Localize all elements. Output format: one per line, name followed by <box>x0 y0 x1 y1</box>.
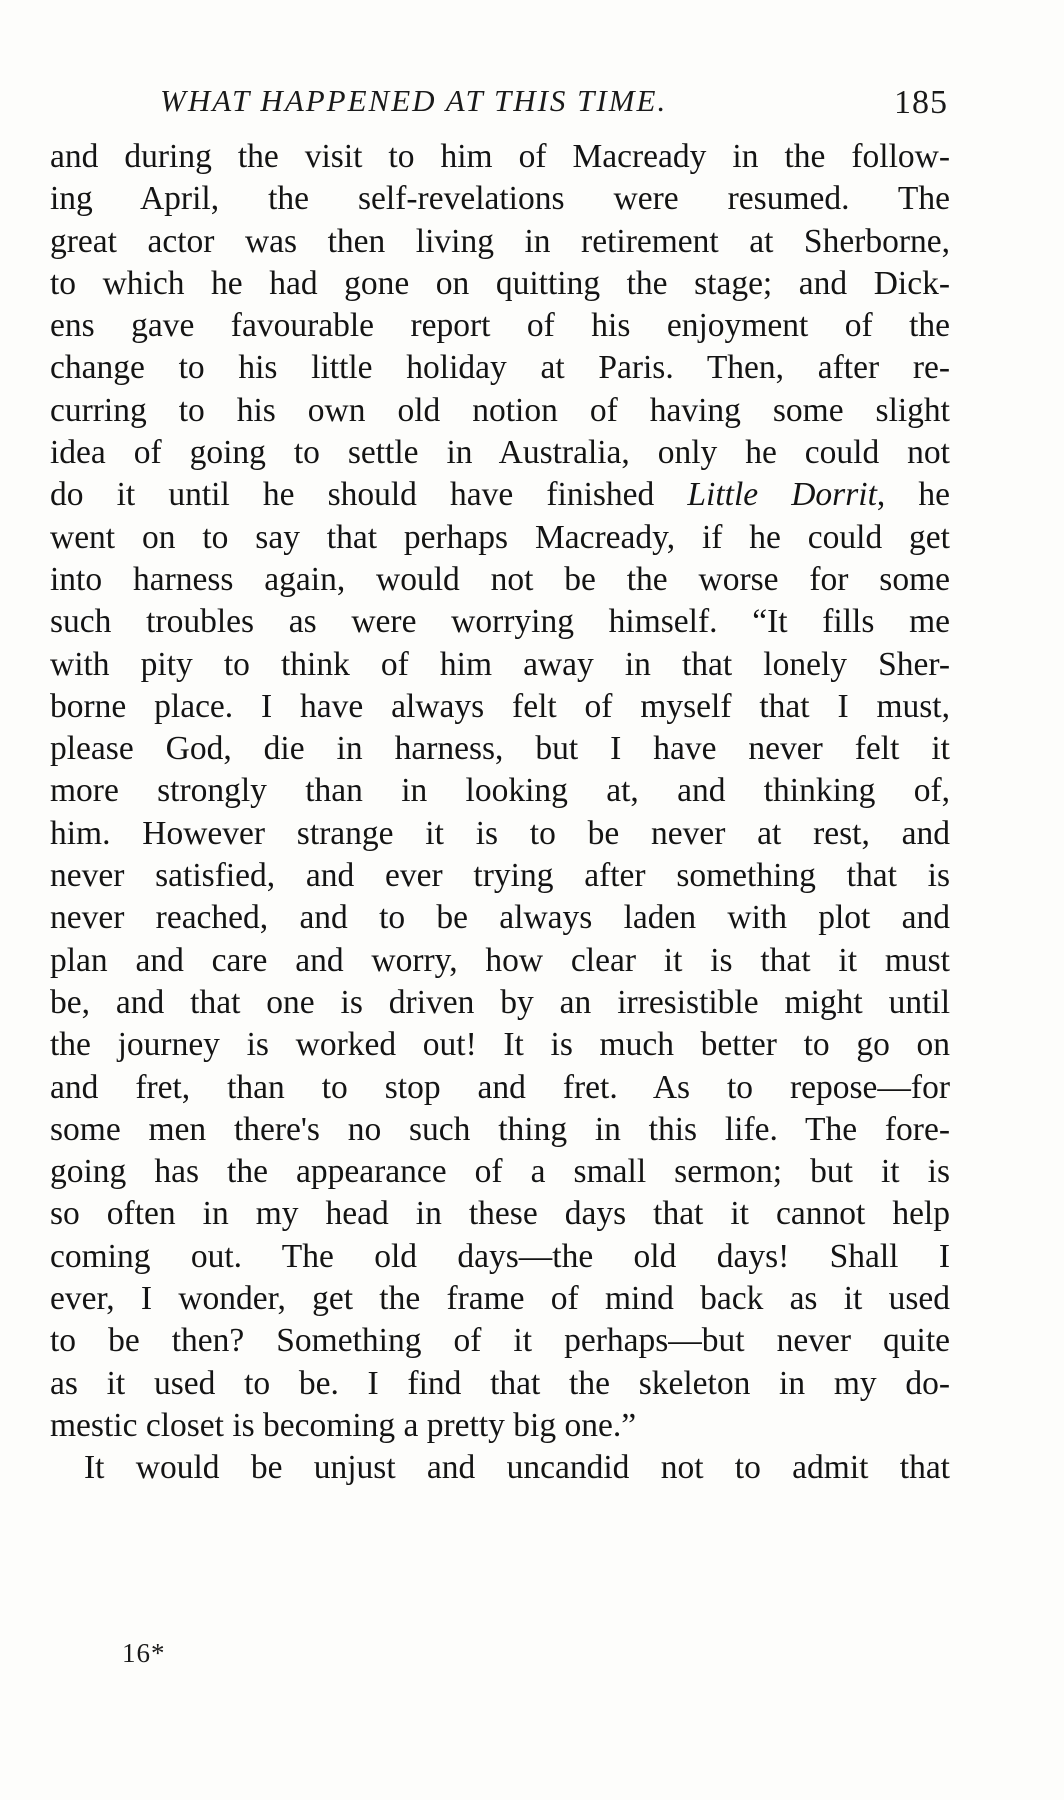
text-line: and during the visit to him of Macready in the follow- <box>50 138 950 175</box>
text-line: borne place. I have always felt of myself that I must, <box>50 687 950 725</box>
text-line: plan and care and worry, how clear it is that it must <box>50 941 950 979</box>
text-line: went on to say that perhaps Macready, if he could get <box>50 518 950 556</box>
text-line: It would be unjust and uncandid not to admit that <box>84 1449 950 1487</box>
text-line: going has the appearance of a small sermon; but it is <box>50 1153 950 1191</box>
text-line: more strongly than in looking at, and thinking of, <box>50 772 950 810</box>
running-title: WHAT HAPPENED AT THIS TIME. <box>160 83 668 118</box>
text-line: the journey is worked out! It is much better to go on <box>50 1026 950 1064</box>
signature-mark: 16* <box>122 1638 166 1668</box>
text-line: with pity to think of him away in that lonely Sher- <box>50 645 950 683</box>
text-line: coming out. The old days—the old days! Shall I <box>50 1237 950 1275</box>
text-line: and fret, than to stop and fret. As to repose—for <box>50 1068 950 1106</box>
text-line: to be then? Something of it perhaps—but never quite <box>50 1322 950 1360</box>
text-line: to which he had gone on quitting the stage; and Dick- <box>50 264 950 302</box>
text-line: some men there's no such thing in this life. The fore- <box>50 1110 950 1148</box>
text-line: so often in my head in these days that it cannot help <box>50 1195 950 1233</box>
text-line: mestic closet is becoming a pretty big one.” <box>50 1406 637 1444</box>
text-line: him. However strange it is to be never at rest, and <box>50 814 950 852</box>
text-line: into harness again, would not be the worse for some <box>50 560 950 598</box>
book-title-italic: Little Dorrit <box>687 476 877 514</box>
text-line: change to his little holiday at Paris. Then, after re- <box>50 349 950 387</box>
text-line: great actor was then living in retirement at Sherborne, <box>50 222 950 260</box>
text-line: be, and that one is driven by an irresistible might until <box>50 983 950 1021</box>
running-head <box>48 76 948 126</box>
text-line: curring to his own old notion of having some slight <box>50 391 950 429</box>
page-number: 185 <box>894 84 948 121</box>
text-line: such troubles as were worrying himself. “It fills me <box>50 603 950 641</box>
text-line: ens gave favourable report of his enjoyment of the <box>50 307 950 345</box>
text-line: do it until he should have finished Little Dorrit, he <box>50 476 950 514</box>
text-line: never satisfied, and ever trying after something that is <box>50 857 950 895</box>
text-line: idea of going to settle in Australia, only he could not <box>50 434 950 472</box>
text-line: ever, I wonder, get the frame of mind back as it used <box>50 1280 950 1318</box>
text-line: as it used to be. I find that the skeleton in my do- <box>50 1364 950 1402</box>
text-line: never reached, and to be always laden with plot and <box>50 899 950 937</box>
text-line: ing April, the self-revelations were resumed. The <box>50 180 950 218</box>
body-text <box>50 136 950 1490</box>
text-line: please God, die in harness, but I have never felt it <box>50 730 950 768</box>
